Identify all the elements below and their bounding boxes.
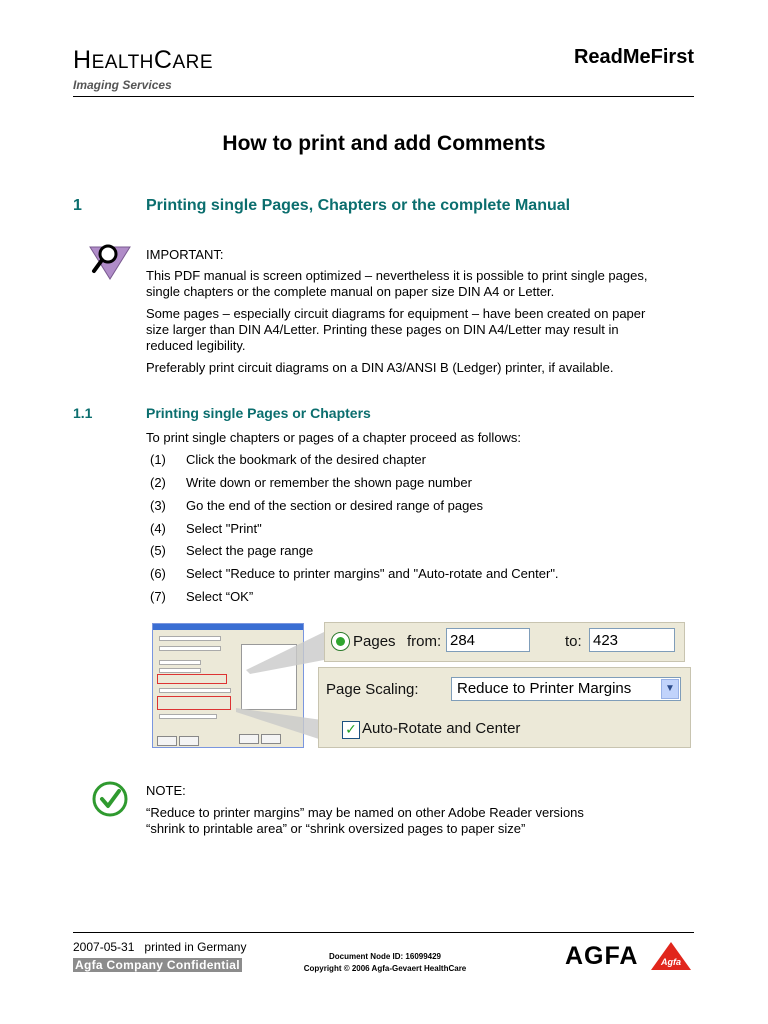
important-text-line: single chapters or the complete manual on paper size DIN A4 or Letter.	[146, 284, 555, 299]
svg-text:Agfa: Agfa	[661, 957, 681, 967]
important-text-line: Some pages – especially circuit diagrams for equipment – have been created on paper	[146, 306, 646, 321]
section-heading: Printing single Pages, Chapters or the complete Manual	[146, 197, 571, 214]
footer-printed: printed in Germany	[144, 940, 247, 954]
autorotate-checkbox[interactable]: ✓	[342, 721, 360, 739]
footer-divider	[73, 932, 694, 933]
from-label: from:	[407, 633, 442, 650]
important-text-line: reduced legibility.	[146, 338, 246, 353]
note-label: NOTE:	[146, 783, 186, 798]
copyright: Copyright © 2006 Agfa-Gevaert HealthCare	[303, 964, 467, 973]
note-text-line: “shrink to printable area” or “shrink oversized pages to paper size”	[146, 821, 526, 836]
to-page-input[interactable]: 423	[589, 628, 675, 652]
magnifier-warning-icon	[88, 241, 132, 286]
agfa-logo-icon	[650, 941, 692, 976]
brand-logo: HEALTHCARE	[73, 46, 214, 74]
section-number: 1	[73, 197, 82, 214]
page-range-zoom	[324, 622, 685, 662]
important-text-line: Preferably print circuit diagrams on a DIN A3/ANSI B (Ledger) printer, if available.	[146, 360, 614, 375]
subsection-number: 1.1	[73, 405, 93, 421]
document-type: ReadMeFirst	[573, 46, 694, 68]
important-label: IMPORTANT:	[146, 247, 224, 262]
footer-date: 2007-05-31	[73, 940, 135, 954]
autorotate-label: Auto-Rotate and Center	[362, 720, 521, 737]
pages-radio-button[interactable]	[331, 632, 350, 651]
important-text-line: size larger than DIN A4/Letter. Printing these pages on DIN A4/Letter may result in	[146, 322, 619, 337]
company-name: AGFA	[565, 942, 639, 970]
chevron-down-icon[interactable]: ▼	[661, 679, 679, 699]
brand-subtitle: Imaging Services	[73, 78, 172, 92]
checkmark-circle-icon	[92, 781, 128, 822]
page-title: How to print and add Comments	[222, 132, 546, 155]
pages-label: Pages	[353, 633, 396, 650]
footer-document-info	[285, 951, 485, 975]
radio-dot	[336, 637, 345, 646]
important-text-line: This PDF manual is screen optimized – nevertheless it is possible to print single pages,	[146, 268, 648, 283]
note-text-line: “Reduce to printer margins” may be named on other Adobe Reader versions	[146, 805, 584, 820]
subsection-heading: Printing single Pages or Chapters	[146, 405, 371, 421]
footer-date-line	[73, 940, 246, 954]
steps-intro: To print single chapters or pages of a chapter proceed as follows:	[146, 430, 522, 445]
to-label: to:	[565, 633, 582, 650]
header-divider	[73, 96, 694, 97]
page-scaling-label: Page Scaling:	[326, 681, 419, 698]
document-node-id: Document Node ID: 16099429	[328, 952, 442, 961]
confidential-badge: Agfa Company Confidential	[75, 958, 240, 972]
page-scaling-zoom	[318, 667, 691, 748]
page-scaling-value: Reduce to Printer Margins	[457, 680, 632, 697]
from-page-input[interactable]: 284	[446, 628, 530, 652]
page-scaling-select[interactable]	[451, 677, 681, 701]
